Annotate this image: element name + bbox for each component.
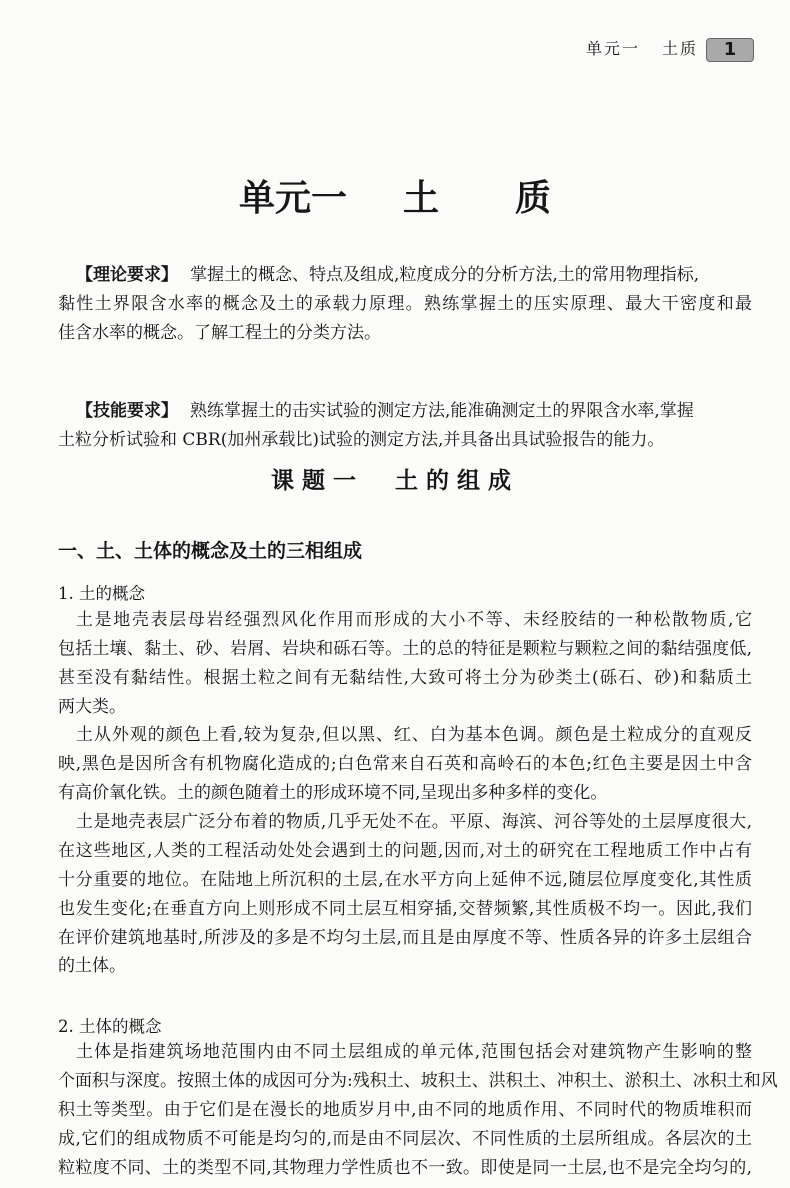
unit-title-part2: 土 [402,178,439,219]
unit-title-part1: 单元一 [238,178,347,219]
text-line [58,866,752,895]
skill-requirements [58,397,752,455]
text-line-content: 粒粒度不同、土的类型不同,其物理力学性质也不一致。即使是同一土层,也不是完全均匀的, [58,1157,752,1178]
lesson-title: 课题一 土的组成 [271,468,519,494]
text-line [58,721,752,750]
text-line [58,1096,752,1125]
text-line [58,664,752,693]
text-line-content: 熟练掌握土的击实试验的测定方法,能准确测定土的界限含水率,掌握 [190,401,694,421]
unit-title-part3: 质 [515,178,552,219]
text-line [58,1067,778,1096]
paragraph [58,1038,778,1182]
text-line-content: 在这些地区,人类的工程活动处处会遇到土的问题,因而,对土的研究在工程地质工作中占有 [58,840,752,861]
text-line-content: 土是地壳表层广泛分布着的物质,几乎无处不在。平原、海滨、河谷等处的土层厚度很大, [76,812,752,832]
text-line [58,837,752,866]
text-line-content: 掌握土的概念、特点及组成,粒度成分的分析方法,土的常用物理指标, [190,265,700,285]
text-line-content: 十分重要的地位。在陆地上所沉积的土层,在水平方向上延伸不远,随层位厚度变化,其性质 [58,869,752,890]
text-line [58,808,752,837]
text-line-content: 的土体。 [58,956,126,977]
theory-requirements [58,261,752,348]
subsection-title: 1. 土的概念 [58,584,145,603]
text-line [58,1154,752,1183]
text-line [58,635,752,664]
text-line [58,261,752,290]
running-head [586,36,698,59]
subsection-title: 2. 土体的概念 [58,1017,162,1036]
text-line [58,924,752,953]
text-line [58,952,752,981]
text-line [58,606,752,635]
text-line-content: 两大类。 [58,696,126,717]
text-line-content: 成,它们的组成物质不可能是均匀的,而是由不同层次、不同性质的土层所组成。各层次的土 [58,1128,752,1149]
text-line-content: 在评价建筑地基时,所涉及的多是不均匀土层,而且是由厚度不等、性质各异的许多土层组合 [58,927,752,948]
text-line-content: 包括土壤、黏土、砂、岩屑、岩块和砾石等。土的总的特征是颗粒与颗粒之间的黏结强度低, [58,638,752,659]
text-line-content: 土是地壳表层母岩经强烈风化作用而形成的大小不等、未经胶结的一种松散物质,它 [76,610,752,630]
text-line-content: 佳含水率的概念。了解工程土的分类方法。 [58,322,381,343]
page-number: 1 [706,38,754,62]
requirement-tag: 【理论要求】 [76,265,178,285]
text-line [58,319,752,348]
text-line-content: 甚至没有黏结性。根据土粒之间有无黏结性,大致可将土分为砂类土(砾石、砂)和黏质土 [58,667,752,688]
text-line [58,1125,752,1154]
paragraph [58,606,752,722]
text-line-content: 个面积与深度。按照土体的成因可分为:残积土、坡积土、洪积土、冲积土、淤积土、冰积土和风 [58,1070,778,1091]
text-line-content: 有高价氧化铁。土的颜色随着土的形成环境不同,呈现出多种多样的变化。 [58,782,608,803]
paragraph [58,721,752,808]
text-line [58,426,752,455]
text-line [58,779,752,808]
text-line [58,290,752,319]
text-line [58,397,752,426]
text-line-content: 映,黑色是因所含有机物腐化造成的;白色常来自石英和高岭石的本色;红色主要是因土中含 [58,753,752,774]
text-line-content: 也发生变化;在垂直方向上则形成不同土层互相穿插,交替频繁,其性质极不均一。因此,我们 [58,898,752,919]
text-line-content: 土体是指建筑场地范围内由不同土层组成的单元体,范围包括会对建筑物产生影响的整 [76,1042,752,1062]
text-line [58,895,752,924]
requirement-tag: 【技能要求】 [76,401,178,421]
section-heading: 一、土、土体的概念及土的三相组成 [58,540,363,562]
running-head-chapter: 单元一 [586,39,641,58]
unit-title [0,170,790,221]
text-line-content: 土从外观的颜色上看,较为复杂,但以黑、红、白为基本色调。颜色是土粒成分的直观反 [76,725,752,745]
text-line [58,693,752,722]
text-line-content: 土粒分析试验和 CBR(加州承载比)试验的测定方法,并具备出具试验报告的能力。 [58,429,665,450]
running-head-topic: 土质 [662,39,699,58]
paragraph [58,808,752,981]
text-line-content: 黏性土界限含水率的概念及土的承载力原理。熟练掌握土的压实原理、最大干密度和最 [58,293,752,314]
text-line [58,1038,752,1067]
text-line-content: 积土等类型。由于它们是在漫长的地质岁月中,由不同的地质作用、不同时代的物质堆积而 [58,1099,752,1120]
text-line [58,750,752,779]
